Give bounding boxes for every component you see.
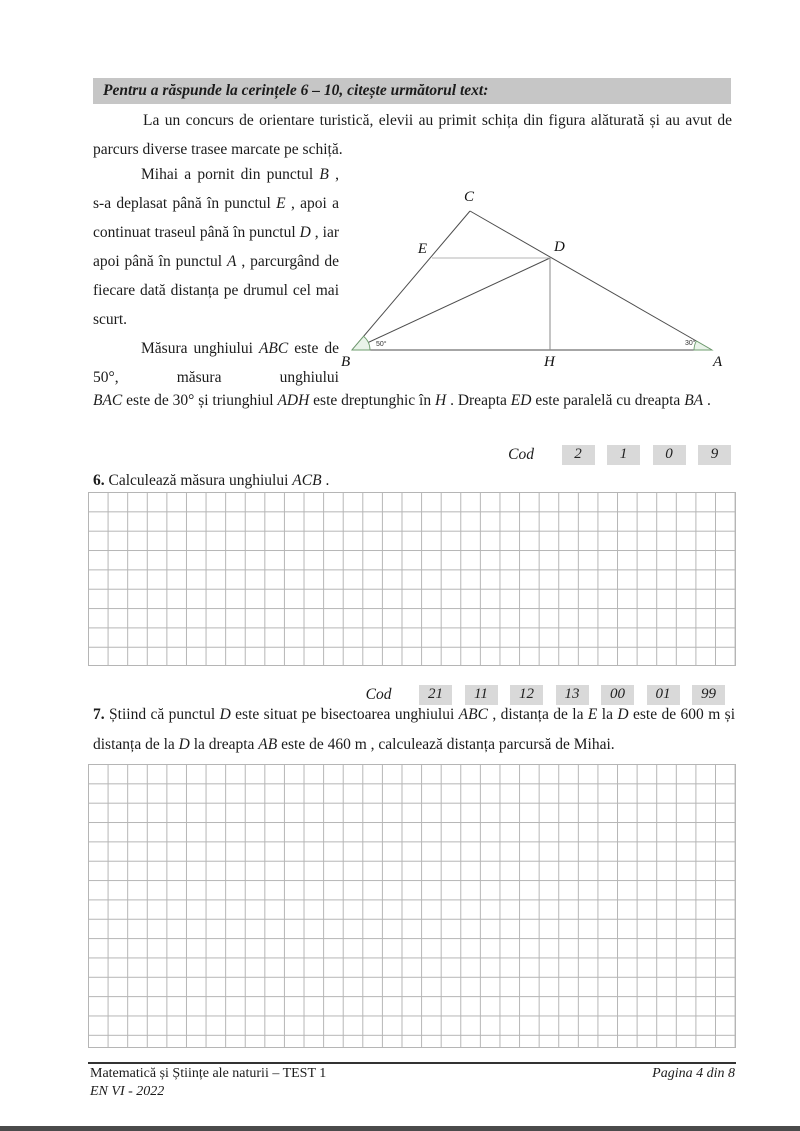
answer-grid-question-7: [88, 764, 736, 1048]
footer-test-title: Matematică și Științe ale naturii – TEST 1: [90, 1066, 327, 1081]
text-segment: la: [597, 706, 618, 723]
narrative-paragraph-3: [93, 386, 732, 415]
narrative-paragraph-2: [93, 334, 339, 392]
segment-BD: [352, 258, 550, 350]
angle-measure-label-B: 50°: [376, 341, 387, 348]
triangle-figure-svg: [333, 181, 735, 379]
text-segment: .: [321, 472, 330, 489]
text-segment: 6.: [93, 472, 105, 489]
code-box: 21: [419, 685, 452, 705]
math-variable: E: [587, 706, 598, 723]
intro-paragraph: [93, 106, 732, 164]
text-segment: este de 460 m , calculează distanța parcursă de Mihai.: [277, 736, 615, 753]
segment-BC: [352, 211, 470, 350]
text-segment: este de 600 m și distanța de la: [93, 706, 735, 753]
angle-measure-label-A: 30°: [685, 340, 696, 347]
code-box: 01: [647, 685, 680, 705]
math-variable: AB: [258, 736, 278, 753]
text-segment: .: [703, 392, 711, 409]
code-label-2: Cod: [365, 685, 392, 703]
text-segment: este dreptunghic în: [309, 392, 435, 409]
text-segment: este situat pe bisectoarea unghiului: [230, 706, 459, 723]
narrative-column: [93, 160, 339, 392]
math-variable: D: [178, 736, 190, 753]
text-segment: , iar apoi până în punctul: [93, 224, 339, 270]
instruction-text: Pentru a răspunde la cerințele 6 – 10, citește următorul text:: [103, 82, 489, 99]
math-variable: D: [299, 224, 311, 241]
code-box: 0: [653, 445, 686, 465]
narrative-paragraph-1: [93, 160, 339, 334]
code-box: 1: [607, 445, 640, 465]
segment-CA: [470, 211, 712, 350]
answer-grid-question-6: [88, 492, 736, 666]
math-variable: BAC: [93, 392, 123, 409]
code-box: 99: [692, 685, 725, 705]
code-row-1: [93, 444, 731, 465]
text-segment: . Dreapta: [446, 392, 511, 409]
point-label-B: B: [341, 354, 351, 370]
math-variable: B: [319, 166, 329, 183]
question-6: [93, 466, 733, 495]
code-label-1: Cod: [508, 445, 534, 463]
point-label-E: E: [417, 241, 427, 257]
math-variable: ABC: [458, 706, 488, 723]
page-scan-edge: [0, 1126, 800, 1131]
code-box: 12: [510, 685, 543, 705]
point-label-A: A: [713, 354, 723, 370]
math-variable: BA: [684, 392, 704, 409]
text-segment: Măsura unghiului: [141, 340, 259, 357]
text-segment: 7.: [93, 706, 105, 723]
code-box: 13: [556, 685, 589, 705]
text-segment: , parcurgând de fiecare dată distanța pe drumul cel mai scurt.: [93, 253, 340, 328]
point-label-H: H: [544, 354, 555, 370]
math-variable: ADH: [277, 392, 310, 409]
math-variable: D: [617, 706, 629, 723]
point-label-D: D: [554, 239, 565, 255]
angle-arc-A: [694, 341, 712, 350]
text-segment: , distanța de la: [487, 706, 588, 723]
text-segment: este de 30° și triunghiul: [122, 392, 278, 409]
text-segment: la dreapta: [189, 736, 259, 753]
angle-arc-B: [352, 336, 370, 350]
math-variable: H: [435, 392, 447, 409]
triangle-figure: [333, 181, 735, 379]
text-segment: , apoi a continuat traseul până în punctul: [93, 195, 339, 241]
text-segment: Mihai a pornit din punctul: [141, 166, 320, 183]
code-boxes-1: [549, 445, 731, 465]
math-variable: ED: [510, 392, 532, 409]
footer-exam-code: EN VI - 2022: [90, 1084, 165, 1099]
text-segment: este de 50°, măsura unghiului: [93, 340, 340, 386]
footer-divider: [88, 1062, 736, 1064]
math-variable: ABC: [258, 340, 289, 357]
math-variable: E: [276, 195, 286, 212]
text-segment: Calculează măsura unghiului: [104, 472, 293, 489]
text-segment: este paralelă cu dreapta: [531, 392, 685, 409]
instruction-banner: [93, 78, 731, 104]
math-variable: ACB: [292, 472, 322, 489]
text-segment: , s-a deplasat până în punctul: [93, 166, 340, 212]
point-label-C: C: [464, 189, 475, 205]
code-box: 11: [465, 685, 498, 705]
question-7: [93, 700, 735, 760]
math-variable: A: [226, 253, 237, 270]
math-variable: D: [219, 706, 231, 723]
code-box: 9: [698, 445, 731, 465]
footer-page-number: Pagina 4 din 8: [652, 1066, 735, 1081]
code-box: 00: [601, 685, 634, 705]
code-box: 2: [562, 445, 595, 465]
text-segment: La un concurs de orientare turistică, elevii au primit schița din figura alăturată și au avut de parcurs diverse trasee marcate pe schiță.: [93, 112, 732, 158]
text-segment: Știind că punctul: [104, 706, 220, 723]
